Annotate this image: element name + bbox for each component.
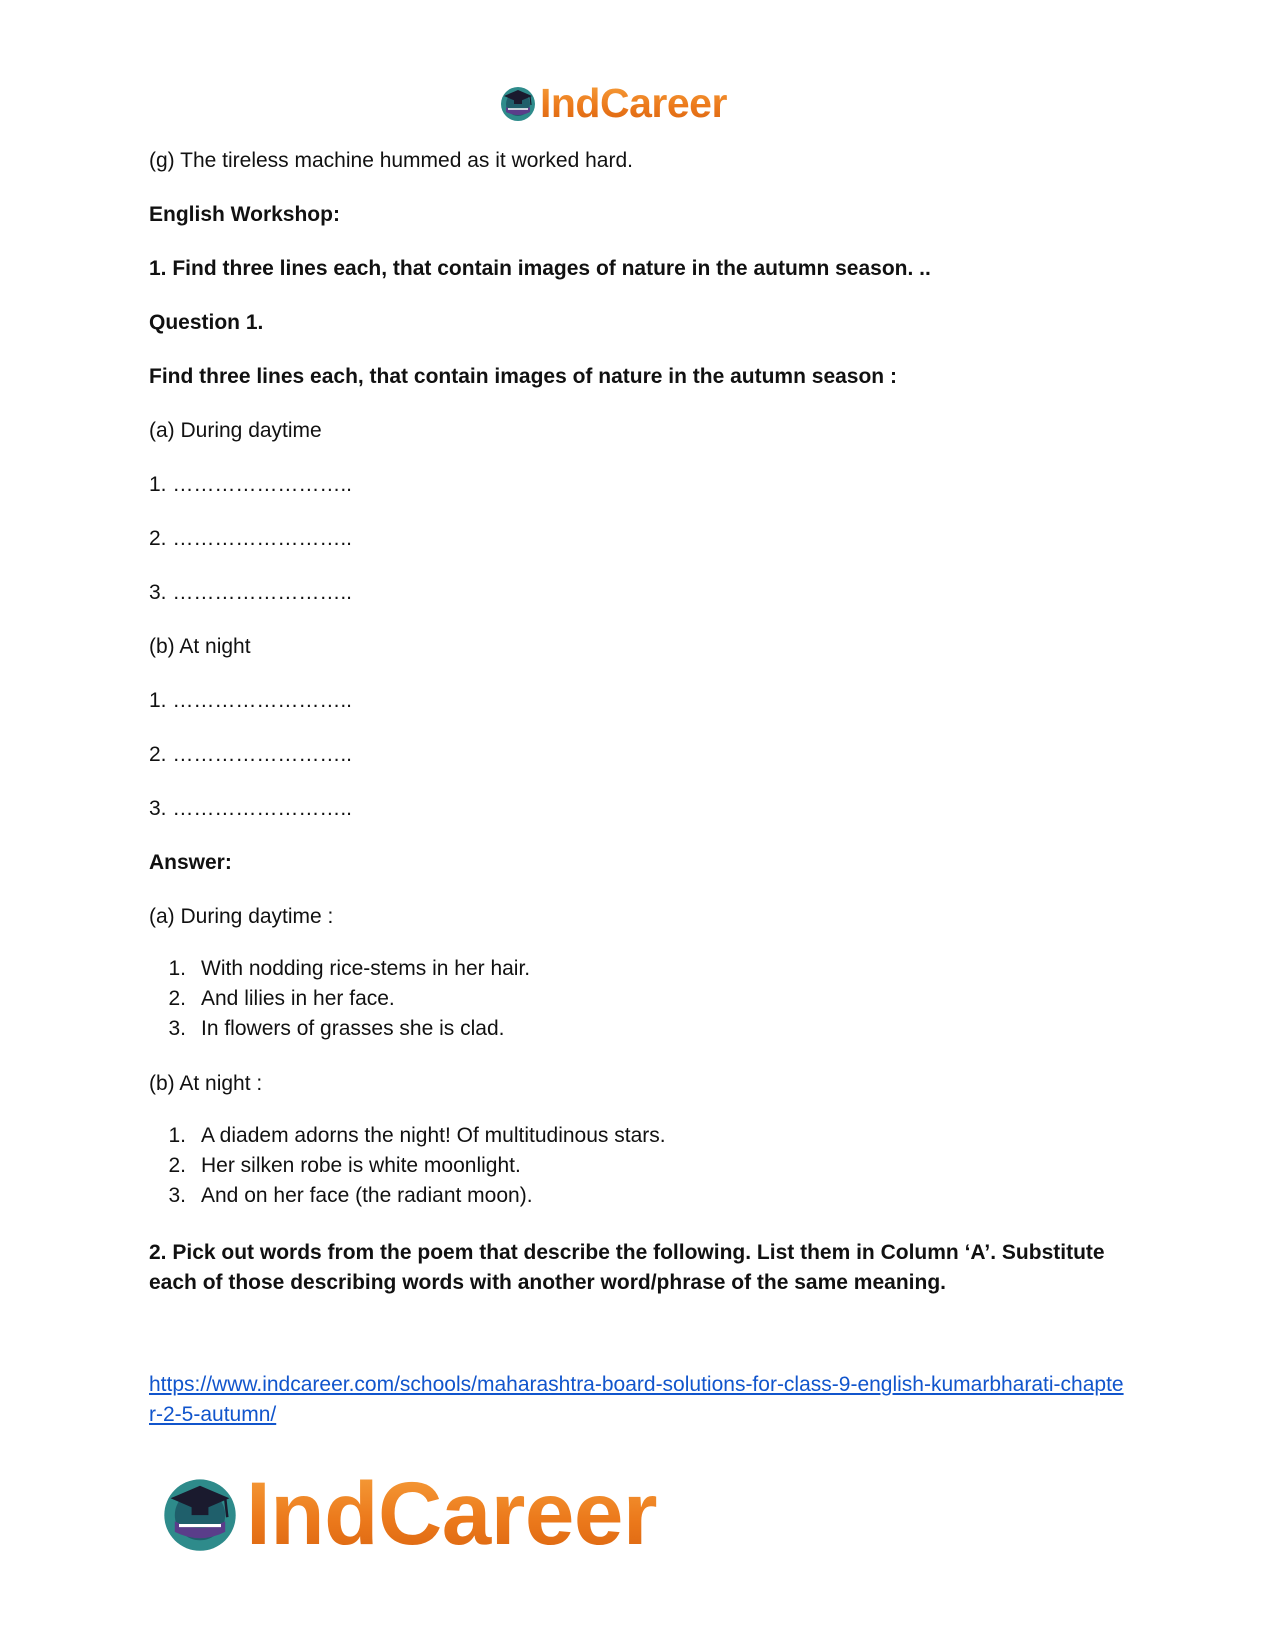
answer-a-list [149,954,530,1044]
list-number: 1. [168,1124,186,1147]
part-b-label: (b) At night [149,635,251,658]
blank-b-2: 2. …………………….. [149,743,353,766]
blank-a-2: 2. …………………….. [149,527,353,550]
blank-a-3: 3. …………………….. [149,581,353,604]
list-number: 3. [168,1184,186,1207]
question-label: Question 1. [149,311,264,334]
list-item [149,1121,666,1151]
blank-a-1: 1. …………………….. [149,473,353,496]
list-item [149,1014,530,1044]
sentence-g: (g) The tireless machine hummed as it worked hard. [149,149,633,172]
source-url-link[interactable]: https://www.indcareer.com/schools/maharashtra-board-solutions-for-class-9-english-kumarbharati-chapter-2-5-autumn/ [149,1373,1124,1426]
blank-b-3: 3. …………………….. [149,797,353,820]
list-text: A diadem adorns the night! Of multitudinous stars. [201,1124,666,1147]
answer-b-label: (b) At night : [149,1072,263,1095]
graduation-globe-icon [158,1471,242,1555]
header-logo-text: IndCareer [540,79,727,126]
list-number: 2. [168,987,186,1010]
answer-label: Answer: [149,851,232,874]
list-text: In flowers of grasses she is clad. [201,1017,505,1040]
list-item [149,1151,666,1181]
list-text: Her silken robe is white moonlight. [201,1154,521,1177]
list-item [149,984,530,1014]
list-text: With nodding rice-stems in her hair. [201,957,531,980]
task-1-heading: 1. Find three lines each, that contain images of nature in the autumn season. .. [149,257,931,280]
header-logo [498,80,727,126]
footer-logo [158,1463,657,1563]
list-number: 1. [168,957,186,980]
list-item [149,1181,666,1211]
answer-a-label: (a) During daytime : [149,905,334,928]
footer-logo-text: IndCareer [246,1462,657,1563]
task-2-heading: 2. Pick out words from the poem that describe the following. List them in Column ‘A’. Substitute each of those describing words with another word/phrase of the same meaning. [149,1241,1105,1294]
list-number: 3. [168,1017,186,1040]
question-text: Find three lines each, that contain images of nature in the autumn season : [149,365,897,388]
answer-b-list [149,1121,666,1211]
graduation-globe-icon [498,83,538,123]
workshop-heading: English Workshop: [149,203,340,226]
list-text: And lilies in her face. [201,987,395,1010]
blank-b-1: 1. …………………….. [149,689,353,712]
list-text: And on her face (the radiant moon). [201,1184,533,1207]
part-a-label: (a) During daytime [149,419,322,442]
list-number: 2. [168,1154,186,1177]
list-item [149,954,530,984]
